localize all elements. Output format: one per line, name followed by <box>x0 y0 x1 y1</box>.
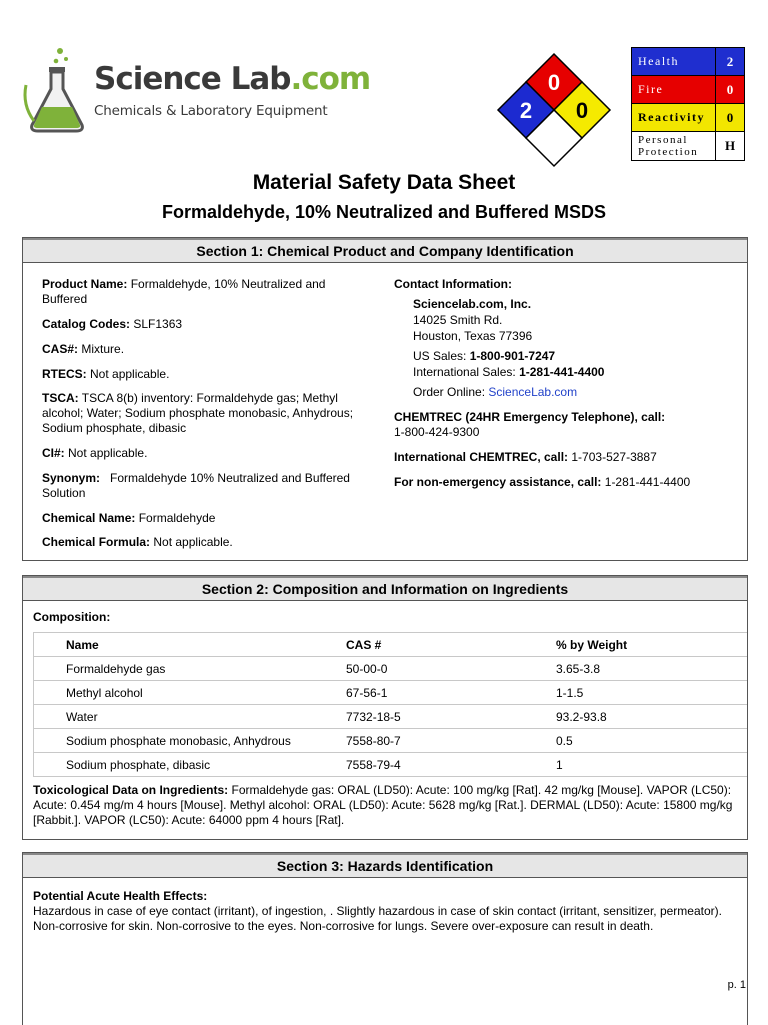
product-name-field: Product Name: Formaldehyde, 10% Neutralized and Buffered <box>42 277 326 306</box>
document-title: Material Safety Data Sheet <box>252 171 516 194</box>
nfpa-reactivity-value: 0 <box>575 98 589 123</box>
hmis-reactivity-value: 0 <box>716 104 745 132</box>
company-name: Sciencelab.com, Inc. <box>413 297 532 311</box>
brand-name: Science Lab.com <box>94 61 371 97</box>
composition-label: Composition: <box>33 610 111 624</box>
hmis-reactivity-label: Reactivity <box>632 104 716 132</box>
cas-field: CAS#: Mixture. <box>42 342 125 356</box>
chemical-formula-field: Chemical Formula: Not applicable. <box>42 535 233 549</box>
order-online: Order Online: ScienceLab.com <box>413 385 578 399</box>
contact-info-label: Contact Information: <box>394 277 512 291</box>
table-row: Methyl alcohol 67-56-1 1-1.5 <box>34 681 748 705</box>
composition-header-row <box>34 633 748 657</box>
nfpa-health-value: 2 <box>519 98 533 123</box>
intl-chemtrec-field: International CHEMTREC, call: 1-703-527-3887 <box>394 450 657 464</box>
table-row: Water 7732-18-5 93.2-93.8 <box>34 705 748 729</box>
section-3 <box>22 852 748 1025</box>
section-3-heading: Section 3: Hazards Identification <box>23 853 747 878</box>
table-row: Sodium phosphate monobasic, Anhydrous 7558-80-7 0.5 <box>34 729 748 753</box>
nfpa-hazard-diamond <box>496 52 612 168</box>
non-emergency-field: For non-emergency assistance, call: 1-281-441-4400 <box>394 475 691 489</box>
document-subtitle: Formaldehyde, 10% Neutralized and Buffered MSDS <box>161 202 607 222</box>
hmis-ppe-value: H <box>716 132 745 161</box>
hmis-rating-table <box>631 47 745 161</box>
sciencelab-link[interactable]: ScienceLab.com <box>488 385 578 399</box>
us-sales: US Sales: 1-800-901-7247 <box>413 349 556 363</box>
column-header-cas: CAS # <box>314 633 524 657</box>
synonym-field: Synonym: Formaldehyde 10% Neutralized and Buffered Solution <box>42 471 350 500</box>
section-2 <box>22 575 748 840</box>
nfpa-flammability-value: 0 <box>547 70 561 95</box>
page-number: p. 1 <box>727 979 746 991</box>
chemtrec-field: CHEMTREC (24HR Emergency Telephone), call: 1-800-424-9300 <box>394 410 666 439</box>
hmis-health-value: 2 <box>716 48 745 76</box>
address-line-2: Houston, Texas 77396 <box>413 329 533 343</box>
sciencelab-logo <box>20 45 371 135</box>
toxicological-data: Toxicological Data on Ingredients: Formaldehyde gas: ORAL (LD50): Acute: 100 mg/kg [Rat]. 42 mg/kg [Mouse]. VAPOR (LC50): Acute: 0.454 mg/m 4 hours [Mouse]. Methyl alcohol: ORAL (LD50): Acute: 5628 mg/kg [Rat.]. DERMAL (LD50): Acute: 15800 mg/kg [Rabbit.]. VAPOR (LC50): Acute: 64000 ppm 4 hours [Rat]. <box>33 783 733 827</box>
section-2-heading: Section 2: Composition and Information on Ingredients <box>23 576 747 601</box>
international-sales: International Sales: 1-281-441-4400 <box>413 365 605 379</box>
brand-tagline: Chemicals & Laboratory Equipment <box>94 103 328 119</box>
section-1-heading: Section 1: Chemical Product and Company Identification <box>23 238 747 263</box>
catalog-codes-field: Catalog Codes: SLF1363 <box>42 317 183 331</box>
ci-field: CI#: Not applicable. <box>42 446 148 460</box>
address-line-1: 14025 Smith Rd. <box>413 313 503 327</box>
hmis-fire-label: Fire <box>632 76 716 104</box>
acute-health-effects: Potential Acute Health Effects: Hazardous in case of eye contact (irritant), of ingestion, . Slightly hazardous in case of skin contact (irritant, sensitizer, permeator). Non-corrosive for skin. Non-corrosive to the eyes. Non-corrosive for lungs. Severe over-exposure can result in death. <box>33 889 722 933</box>
hmis-fire-value: 0 <box>716 76 745 104</box>
column-header-weight: % by Weight <box>524 633 747 657</box>
table-row: Sodium phosphate, dibasic 7558-79-4 1 <box>34 753 748 777</box>
tsca-field: TSCA: TSCA 8(b) inventory: Formaldehyde gas; Methyl alcohol; Water; Sodium phosphate monobasic, Anhydrous; Sodium phosphate, dibasic <box>42 391 354 435</box>
chemical-name-field: Chemical Name: Formaldehyde <box>42 511 216 525</box>
hmis-health-label: Health <box>632 48 716 76</box>
section-1 <box>22 237 748 561</box>
hmis-ppe-label: Personal Protection <box>632 132 716 161</box>
table-row: Formaldehyde gas 50-00-0 3.65-3.8 <box>34 657 748 681</box>
rtecs-field: RTECS: Not applicable. <box>42 367 170 381</box>
flask-icon <box>20 45 90 135</box>
composition-table <box>33 632 747 777</box>
column-header-name: Name <box>34 633 315 657</box>
